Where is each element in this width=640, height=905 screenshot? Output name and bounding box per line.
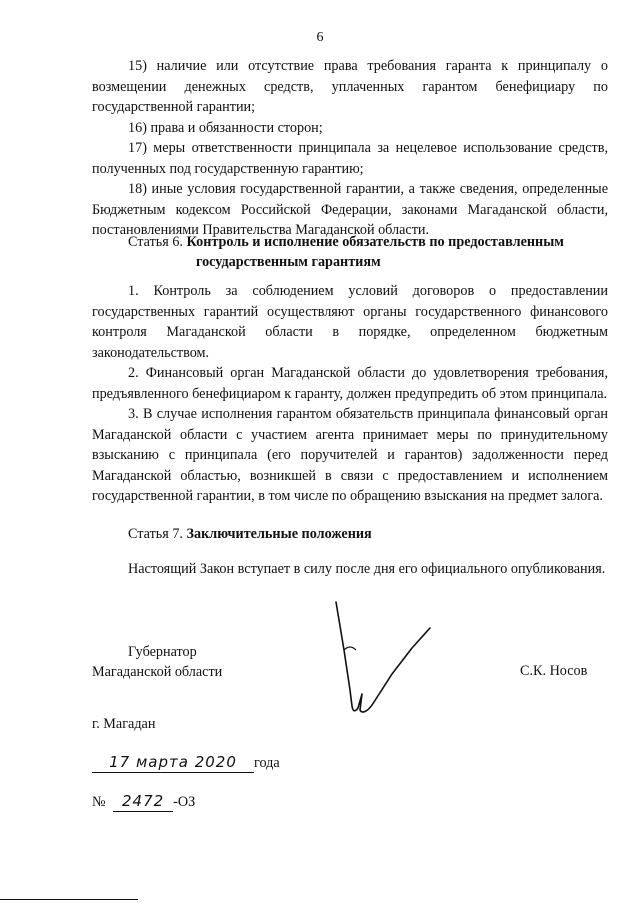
article-7-body bbox=[92, 559, 608, 580]
number-handwritten: 2472 bbox=[122, 792, 165, 810]
law-number-line bbox=[92, 792, 195, 812]
city: г. Магадан bbox=[92, 716, 156, 732]
article-6-paragraph: 2. Финансовый орган Магаданской области до удовлетворения требования, предъявленного бенефициаром к гаранту, должен предупредить об этом принципала. bbox=[92, 365, 608, 402]
article-6-paragraph: 3. В случае исполнения гарантом обязательств принципала финансовый орган Магаданской области с участием агента принимает меры по принудительному взысканию с принципала (его поручителей и гарантов) задолженности перед Магаданской областью, возникшей в связи с предоставлением и исполнением государственной гарантии, в том числе по обращению взыскания на предмет залога. bbox=[92, 406, 608, 504]
number-sign: № bbox=[92, 794, 106, 810]
article-7-title: Заключительные положения bbox=[186, 526, 372, 542]
list-item: 16) права и обязанности сторон; bbox=[128, 119, 323, 136]
date-handwritten: 17 марта 2020 bbox=[109, 753, 237, 771]
date-field bbox=[92, 753, 254, 773]
conditions-list bbox=[92, 56, 608, 241]
article-6-body bbox=[92, 281, 608, 507]
date-suffix: года bbox=[254, 755, 280, 771]
article-6-title-line1: Контроль и исполнение обязательств по предоставленным bbox=[186, 234, 564, 250]
signatory-title bbox=[92, 642, 222, 682]
article-6-heading bbox=[92, 232, 608, 272]
number-suffix: -ОЗ bbox=[173, 794, 196, 810]
footer-divider bbox=[0, 899, 138, 900]
list-item: 15) наличие или отсутствие права требования гаранта к принципалу о возмещении денежных средств, уплаченных гарантом бенефициару по государственной гарантии; bbox=[92, 58, 608, 115]
number-field bbox=[113, 792, 173, 812]
signatory-name: С.К. Носов bbox=[520, 663, 588, 679]
article-7-paragraph: Настоящий Закон вступает в силу после дня его официального опубликования. bbox=[128, 561, 606, 577]
article-7-heading bbox=[92, 524, 608, 544]
signatory-title-line2: Магаданской области bbox=[92, 664, 223, 680]
signatory-title-line1: Губернатор bbox=[128, 644, 197, 660]
list-item: 18) иные условия государственной гарантии, а также сведения, определенные Бюджетным кодексом Российской Федерации, законами Магаданской области, постановлениями Правительства Магаданской области. bbox=[92, 181, 608, 238]
date-line bbox=[92, 753, 280, 773]
list-item: 17) меры ответственности принципала за нецелевое использование средств, полученных под государственную гарантию; bbox=[92, 140, 608, 177]
article-6-paragraph: 1. Контроль за соблюдением условий договоров о предоставлении государственных гарантий осуществляют органы государственного финансового контроля Магаданской области в порядке, определенном бюджетным законодательством. bbox=[92, 283, 608, 361]
article-6-title-line2: государственным гарантиям bbox=[196, 254, 381, 270]
page-number: 6 bbox=[316, 30, 324, 45]
handwritten-signature bbox=[322, 598, 442, 718]
article-7-label: Статья 7. bbox=[128, 526, 183, 542]
article-6-label: Статья 6. bbox=[128, 234, 183, 250]
